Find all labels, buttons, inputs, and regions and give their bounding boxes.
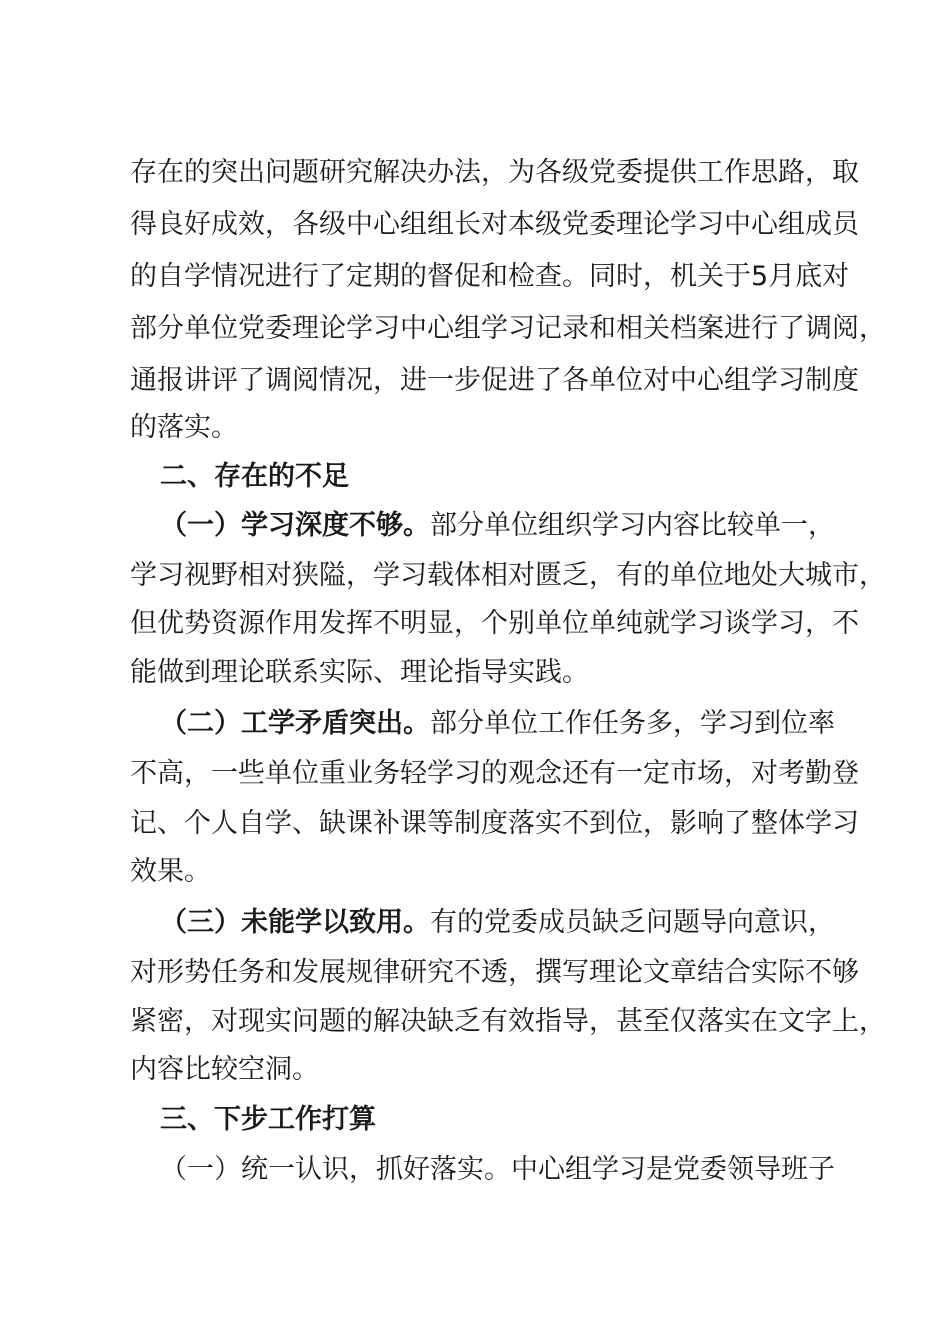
item-title: （三）未能学以致用。 xyxy=(160,907,430,938)
item-first-line xyxy=(160,1152,950,1188)
paragraph-line: 的落实。 xyxy=(130,412,238,443)
item-title: （二）工学矛盾突出。 xyxy=(160,708,430,739)
item-text: 有的党委成员缺乏问题导向意识， xyxy=(430,907,835,938)
paragraph-line: 但优势资源作用发挥不明显，个别单位单纯就学习谈学习，不 xyxy=(130,608,859,639)
section-heading: 三、下步工作打算 xyxy=(160,1104,376,1135)
paragraph-line: 记、个人自学、缺课补课等制度落实不到位，影响了整体学习 xyxy=(130,808,859,839)
item-title: （一）统一认识，抓好落实。 xyxy=(160,1154,511,1185)
paragraph-line: 紧密，对现实问题的解决缺乏有效指导，甚至仅落实在文字上， xyxy=(130,1006,886,1037)
paragraph-line: 存在的突出问题研究解决办法，为各级党委提供工作思路，取 xyxy=(130,157,859,188)
paragraph-line: 部分单位党委理论学习中心组学习记录和相关档案进行了调阅， xyxy=(130,313,886,344)
item-first-line xyxy=(160,706,950,742)
paragraph-line: 能做到理论联系实际、理论指导实践。 xyxy=(130,657,589,688)
section-heading: 二、存在的不足 xyxy=(160,461,349,492)
paragraph-line: 通报讲评了调阅情况，进一步促进了各单位对中心组学习制度 xyxy=(130,365,859,396)
item-text: 部分单位工作任务多，学习到位率 xyxy=(430,708,835,739)
paragraph-line: 得良好成效，各级中心组组长对本级党委理论学习中心组成员 xyxy=(130,209,859,240)
paragraph-line: 对形势任务和发展规律研究不透，撰写理论文章结合实际不够 xyxy=(130,957,859,988)
item-first-line xyxy=(160,508,950,544)
paragraph-line: 内容比较空洞。 xyxy=(130,1054,319,1085)
item-first-line xyxy=(160,905,950,941)
item-text: 中心组学习是党委领导班子 xyxy=(511,1154,835,1185)
paragraph-line: 不高，一些单位重业务轻学习的观念还有一定市场，对考勤登 xyxy=(130,758,859,789)
item-text: 部分单位组织学习内容比较单一， xyxy=(430,510,835,541)
paragraph-line: 学习视野相对狭隘，学习载体相对匮乏，有的单位地处大城市， xyxy=(130,560,886,591)
paragraph-line: 效果。 xyxy=(130,856,211,887)
paragraph-line: 的自学情况进行了定期的督促和检查。同时，机关于5月底对 xyxy=(130,261,850,292)
item-title: （一）学习深度不够。 xyxy=(160,510,430,541)
